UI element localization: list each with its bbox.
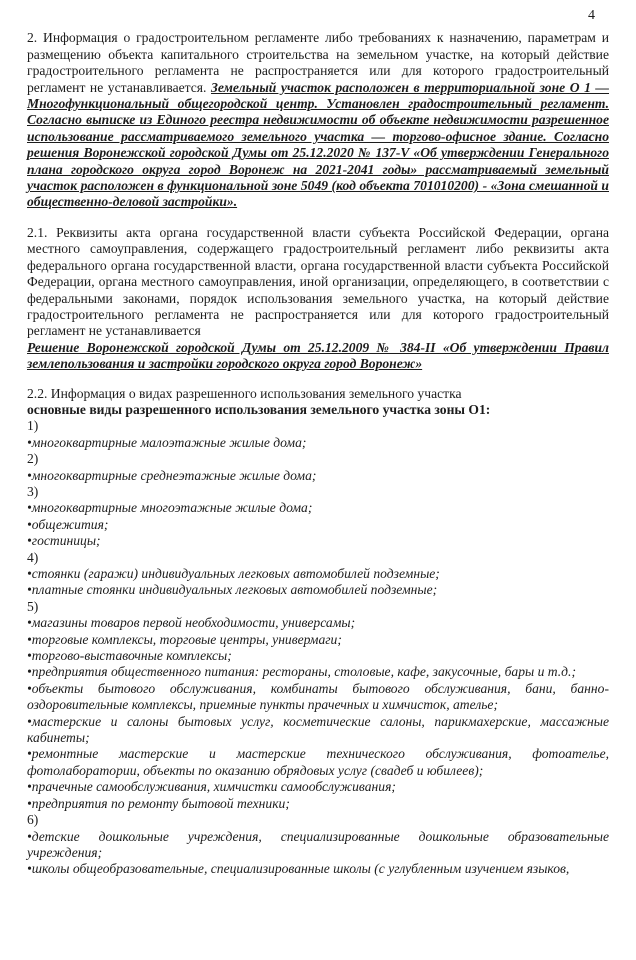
- paragraph-2-1: [27, 225, 609, 373]
- list-item-number: 2): [27, 451, 39, 467]
- list-item: •гостиницы;: [27, 533, 101, 549]
- list-item: •детские дошкольные учреждения, специализированные дошкольные образовательные учреждения;: [27, 828, 609, 860]
- list-item: •ремонтные мастерские и мастерские технического обслуживания, фотоателье, фотолаборатории, объекты по оказанию обрядовых услуг (свадеб и юбилеев);: [27, 746, 609, 778]
- paragraph-2-2: 2.2. Информация о видах разрешенного использования земельного участка: [27, 385, 462, 401]
- paragraph-2-1-normal-run: 2.1. Реквизиты акта органа государственной власти субъекта Российской Федерации, органа местного самоуправления, содержащего градостроительный регламент либо реквизиты акта федерального органа государственной власти, органа государственной власти субъекта Российской Федерации, органа местного самоуправления, иной организации, определяющего, в соответствии с федеральными законами, порядок использования земельного участка, на который действие градостроительного регламента не распространяется или для которого градостроительный регламент не устанавливается: [27, 224, 609, 339]
- paragraph-2-normal-run: 2. Информация о градостроительном регламенте либо требованиях к назначению, параметрам и размещению объекта капитального строительства на земельном участке, на который действие градостроительного регламента не распространяется или для которого градостроительный регламент не устанавливается.: [27, 30, 609, 95]
- list-item: •предприятия общественного питания: рестораны, столовые, кафе, закусочные, бары и т.д.;: [27, 664, 576, 680]
- list-item-number: 1): [27, 418, 39, 434]
- list-item: •мастерские и салоны бытовых услуг, косметические салоны, парикмахерские, массажные кабинеты;: [27, 713, 609, 746]
- list-item: •многоквартирные малоэтажные жилые дома;: [27, 434, 307, 450]
- paragraph-2: [27, 30, 609, 210]
- list-item-number: 4): [27, 549, 39, 565]
- list-item: •школы общеобразовательные, специализированные школы (с углубленным изучением языков,: [27, 861, 570, 877]
- page-number: 4: [588, 8, 595, 23]
- paragraph-2-1-emphasis-run: Решение Воронежской городской Думы от 25.12.2009 № 384-II «Об утверждении Правил землепользования и застройки городского округа город Воронеж»: [27, 339, 609, 372]
- list-item: •предприятия по ремонту бытовой техники;: [27, 795, 290, 811]
- list-item: •объекты бытового обслуживания, комбинаты бытового обслуживания, бани, банно-оздоровительные комплексы, приемные пункты прачечных и химчисток, ателье;: [27, 680, 609, 713]
- list-item: •прачечные самообслуживания, химчистки самообслуживания;: [27, 779, 396, 795]
- list-item: •многоквартирные среднеэтажные жилые дома;: [27, 467, 317, 483]
- list-item: •многоквартирные многоэтажные жилые дома;: [27, 500, 313, 516]
- list-item: •платные стоянки индивидуальных легковых автомобилей подземные;: [27, 582, 438, 598]
- paragraph-2-emphasis-run: Земельный участок расположен в территориальной зоне О 1 — Многофункциональный общегородской центр. Установлен градостроительный регламент. Согласно выписке из Единого реестра недвижимости об объекте недвижимости разрешенное использование рассматриваемого земельного участка — торгово-офисное здание. Согласно решения Воронежской городской Думы от 25.12.2020 № 137-V «Об утверждении Генерального плана городского округа город Воронеж на 2021-2041 годы» рассматриваемый земельный участок расположен в функциональной зоне 5049 (код объекта 701010200) - «Зона смешанной и общественно-деловой застройки».: [27, 79, 610, 210]
- list-item: •торгово-выставочные комплексы;: [27, 648, 232, 664]
- permitted-uses-list: [27, 418, 609, 877]
- permitted-uses-heading: основные виды разрешенного использования земельного участка зоны О1:: [27, 401, 491, 417]
- list-item-number: 3): [27, 483, 39, 499]
- list-item: •стоянки (гаражи) индивидуальных легковых автомобилей подземные;: [27, 566, 440, 581]
- list-item: •торговые комплексы, торговые центры, универмаги;: [27, 631, 342, 647]
- list-item-number: 5): [27, 598, 39, 614]
- list-item: •магазины товаров первой необходимости, универсамы;: [27, 615, 356, 631]
- list-item-number: 6): [27, 812, 39, 828]
- list-item: •общежития;: [27, 516, 109, 532]
